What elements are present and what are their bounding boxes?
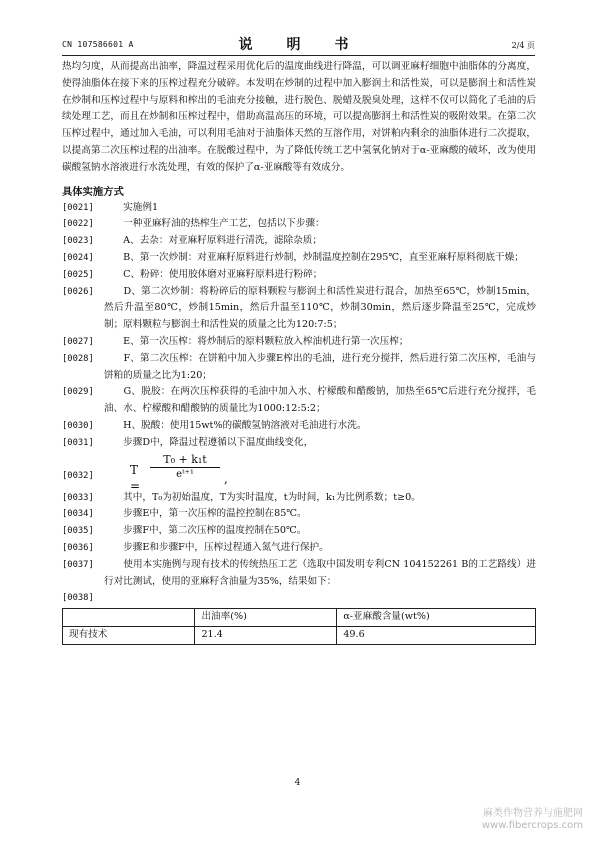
watermark-url: www.fibercrops.com	[481, 820, 583, 831]
paragraph	[62, 334, 536, 351]
formula-lhs: T =	[130, 462, 141, 494]
paragraph-number: [0033]	[62, 492, 94, 503]
table-header-row	[63, 609, 536, 627]
paragraph-number: [0026]	[62, 286, 94, 297]
paragraph-text: F、第二次压榨：在饼粕中加入步骤E榨出的毛油，进行充分搅拌，然后进行第二次压榨，毛油与饼粕的质量之比为1:20；	[104, 352, 536, 381]
table-header	[63, 609, 536, 627]
paragraph	[62, 384, 536, 418]
paragraph-text: G、脱胶：在两次压榨获得的毛油中加入水、柠檬酸和醋酸钠，加热至65℃后进行充分搅拌，毛油、水、柠檬酸和醋酸钠的质量比为1000:12:5:2；	[104, 386, 536, 415]
column-header: 出油率(%)	[195, 609, 337, 627]
page-indicator: 2/4 页	[511, 41, 535, 50]
table-cell: 21.4	[195, 626, 337, 644]
paragraph-number: [0021]	[62, 202, 94, 213]
paragraph-text: H、脱酸：使用15wt%的碳酸氢钠溶液对毛油进行水洗。	[104, 419, 367, 431]
paragraph	[62, 233, 536, 250]
document-body	[62, 59, 536, 645]
formula-numerator: T₀ + k₁t	[150, 453, 220, 468]
paragraph-list	[62, 490, 536, 608]
paragraph-text: E、第一次压榨：将炒制后的原料颗粒放入榨油机进行第一次压榨；	[104, 335, 409, 347]
section-title: 具体实施方式	[62, 185, 124, 198]
paragraph-number: [0034]	[62, 509, 94, 520]
paragraph-text: 一种亚麻籽油的热榨生产工艺，包括以下步骤：	[104, 218, 325, 230]
paragraph-number: [0031]	[62, 437, 94, 448]
paragraph-text: 实施例1	[104, 201, 159, 213]
paragraph	[62, 435, 536, 452]
paragraph	[62, 540, 536, 557]
paragraph-text: 步骤F中，第二次压榨的温度控制在50℃。	[104, 525, 307, 537]
table-row	[63, 626, 536, 644]
paragraph-text: 步骤D中，降温过程遵循以下温度曲线变化，	[104, 436, 314, 448]
paragraph	[62, 590, 536, 607]
paragraph	[62, 506, 536, 523]
paragraph-number: [0038]	[62, 593, 94, 604]
paragraph-text: C、粉碎：使用胶体磨对亚麻籽原料进行粉碎；	[104, 268, 323, 280]
paragraph	[62, 523, 536, 540]
formula-fraction	[150, 453, 220, 482]
comparison-table	[62, 608, 536, 645]
paragraph-number: [0032]	[62, 470, 94, 481]
paragraph-text: D、第二次炒制：将粉碎后的原料颗粒与膨润土和活性炭进行混合，加热至65℃，炒制15min，然后升温至80℃，炒制15min，然后升温至110℃，炒制30min，然后逐步降温至25℃，完成炒制；原料颗粒与膨润土和活性炭的质量之比为120:7:5；	[104, 285, 536, 331]
table-cell: 现有技术	[63, 626, 195, 644]
page-header	[62, 34, 535, 52]
paragraph-text: B、第一次炒制：对亚麻籽原料进行炒制，炒制温度控制在295℃，直至亚麻籽原料彻底干燥；	[104, 251, 524, 263]
paragraph-text: A、去杂：对亚麻籽原料进行清洗，滤除杂质；	[104, 235, 322, 247]
formula-paragraph	[62, 452, 536, 494]
paragraph-number: [0028]	[62, 353, 94, 364]
formula-trailing: ,	[224, 471, 228, 486]
document-number: CN 107586601 A	[62, 40, 134, 49]
paragraph	[62, 250, 536, 267]
paragraph-number: [0037]	[62, 559, 94, 570]
paragraph	[62, 418, 536, 435]
watermark-title: 麻类作物营养与施肥网	[483, 808, 583, 819]
paragraph-number: [0022]	[62, 219, 94, 230]
paragraph-number: [0029]	[62, 387, 94, 398]
paragraph-number: [0036]	[62, 542, 94, 553]
page-number: 4	[294, 778, 301, 788]
paragraph	[62, 351, 536, 385]
paragraph-number: [0035]	[62, 526, 94, 537]
document-title: 说 明 书	[238, 37, 359, 53]
paragraph-number: [0025]	[62, 269, 94, 280]
paragraph	[62, 216, 536, 233]
paragraph	[62, 490, 536, 507]
watermark	[482, 808, 583, 832]
header-divider	[62, 55, 535, 56]
paragraph-text: 步骤E和步骤F中，压榨过程通入氮气进行保护。	[104, 541, 329, 553]
table-cell: 49.6	[337, 626, 536, 644]
formula-denominator: eᵗ⁺¹	[176, 468, 194, 480]
paragraph	[62, 267, 536, 284]
paragraph	[62, 284, 536, 334]
paragraph	[62, 200, 536, 217]
paragraph-number: [0030]	[62, 420, 94, 431]
paragraph-number: [0027]	[62, 336, 94, 347]
intro-paragraph: 热均匀度，从而提高出油率，降温过程采用优化后的温度曲线进行降温，可以调亚麻籽细胞中油脂体的分离度，使得油脂体在接下来的压榨过程充分破碎。本发明在炒制的过程中加入膨润土和活性炭，可以是膨润土和活性炭在炒制和压榨过程中与原料和榨出的毛油充分接触，进行脱色、脱蜡及脱臭处理，这样不仅可以简化了毛油的后续处理工艺，而且在炒制和压榨过程中，借助高温高压的环境，可以提高膨润土和活性炭的吸附效果。在第二次压榨过程中，通过加入毛油，可以利用毛油对于油脂体天然的互溶作用，对饼粕内剩余的油脂体进行二次提取，以提高第二次压榨过程的出油率。在脱酸过程中，为了降低传统工艺中氢氧化钠对于α-亚麻酸的破坏，改为使用碳酸氢钠水溶液进行水洗处理，有效的保护了α-亚麻酸等有效成分。	[62, 61, 536, 173]
paragraph-number: [0023]	[62, 236, 94, 247]
paragraph-text: 其中，T₀为初始温度，T为实时温度，t为时间，k₁为比例系数；t≥0。	[104, 491, 421, 503]
column-header	[63, 609, 195, 627]
paragraph	[62, 557, 536, 591]
column-header: α-亚麻酸含量(wt%)	[337, 609, 536, 627]
paragraph-text: 使用本实施例与现有技术的传统热压工艺（选取中国发明专利CN 104152261 B的工艺路线）进行对比测试，使用的亚麻籽含油量为35%，结果如下：	[104, 558, 536, 587]
paragraph-list	[62, 200, 536, 452]
paragraph-number: [0024]	[62, 252, 94, 263]
paragraph-text: 步骤E中，第一次压榨的温控控制在85℃。	[104, 508, 307, 520]
table-body	[63, 626, 536, 644]
